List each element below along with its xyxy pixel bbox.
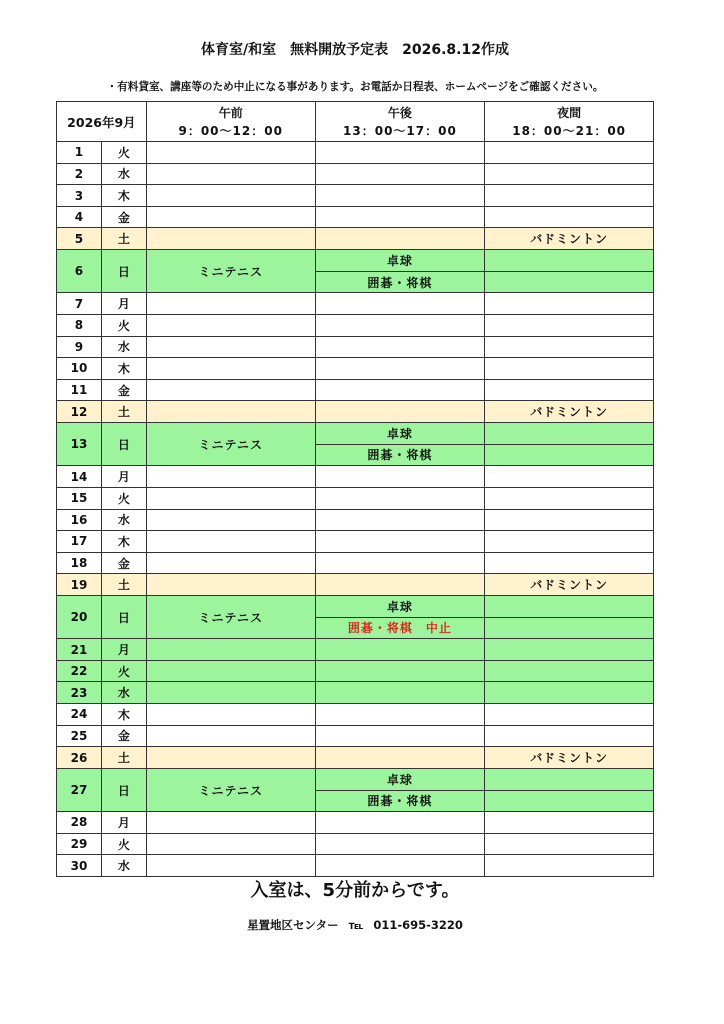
day-3-afternoon-slot	[316, 185, 486, 207]
day-12-afternoon-slot	[316, 401, 486, 423]
day-13-afternoon-slot-2: 囲碁・将棋	[316, 445, 486, 467]
day-9-evening-slot	[485, 337, 654, 359]
day-9-morning-slot	[147, 337, 316, 359]
day-18-evening-slot	[485, 553, 654, 575]
day-27-evening-slot-2	[485, 791, 654, 813]
day-4-afternoon-slot	[316, 207, 486, 229]
day-29-evening-slot	[485, 834, 654, 856]
day-5-weekday: 土	[102, 228, 147, 250]
day-24-date: 24	[57, 704, 102, 726]
day-10-evening-slot	[485, 358, 654, 380]
day-17-evening-slot	[485, 531, 654, 553]
day-10-weekday: 木	[102, 358, 147, 380]
day-25-morning-slot	[147, 726, 316, 748]
day-23-weekday: 水	[102, 682, 147, 704]
day-19-weekday: 土	[102, 574, 147, 596]
center-name: 星置地区センター	[247, 918, 339, 932]
day-10-morning-slot	[147, 358, 316, 380]
day-21-afternoon-slot	[316, 639, 486, 661]
day-24-afternoon-slot	[316, 704, 486, 726]
day-25-evening-slot	[485, 726, 654, 748]
day-18-weekday: 金	[102, 553, 147, 575]
day-18-morning-slot	[147, 553, 316, 575]
day-8-evening-slot	[485, 315, 654, 337]
day-23-morning-slot	[147, 682, 316, 704]
day-10-afternoon-slot	[316, 358, 486, 380]
day-12-evening-slot: バドミントン	[485, 401, 654, 423]
day-30-morning-slot	[147, 855, 316, 877]
day-9-weekday: 水	[102, 337, 147, 359]
evening-column-header	[485, 102, 654, 142]
day-2-date: 2	[57, 164, 102, 186]
day-12-date: 12	[57, 401, 102, 423]
day-16-afternoon-slot	[316, 510, 486, 532]
day-27-evening-slot-1	[485, 769, 654, 791]
day-28-afternoon-slot	[316, 812, 486, 834]
tel-label: ℡	[348, 918, 364, 932]
day-6-weekday: 日	[102, 250, 147, 293]
day-4-weekday: 金	[102, 207, 147, 229]
day-5-date: 5	[57, 228, 102, 250]
day-27-morning-slot: ミニテニス	[147, 769, 316, 812]
day-17-morning-slot	[147, 531, 316, 553]
day-22-afternoon-slot	[316, 661, 486, 683]
day-27-afternoon-slot-1: 卓球	[316, 769, 486, 791]
day-21-weekday: 月	[102, 639, 147, 661]
day-23-date: 23	[57, 682, 102, 704]
day-20-date: 20	[57, 596, 102, 639]
day-8-morning-slot	[147, 315, 316, 337]
afternoon-label: 午後	[387, 105, 412, 120]
day-22-evening-slot	[485, 661, 654, 683]
day-16-morning-slot	[147, 510, 316, 532]
day-18-date: 18	[57, 553, 102, 575]
day-6-date: 6	[57, 250, 102, 293]
day-2-afternoon-slot	[316, 164, 486, 186]
day-4-date: 4	[57, 207, 102, 229]
day-26-weekday: 土	[102, 747, 147, 769]
day-4-morning-slot	[147, 207, 316, 229]
day-29-morning-slot	[147, 834, 316, 856]
day-15-afternoon-slot	[316, 488, 486, 510]
day-27-afternoon-slot-2: 囲碁・将棋	[316, 791, 486, 813]
day-15-weekday: 火	[102, 488, 147, 510]
day-6-evening-slot-1	[485, 250, 654, 272]
day-16-weekday: 水	[102, 510, 147, 532]
day-26-evening-slot: バドミントン	[485, 747, 654, 769]
day-2-morning-slot	[147, 164, 316, 186]
day-27-date: 27	[57, 769, 102, 812]
day-9-afternoon-slot	[316, 337, 486, 359]
day-30-date: 30	[57, 855, 102, 877]
phone-number: 011-695-3220	[373, 918, 463, 932]
morning-column-header	[147, 102, 316, 142]
day-7-morning-slot	[147, 293, 316, 315]
day-13-evening-slot-2	[485, 445, 654, 467]
day-20-evening-slot-2	[485, 618, 654, 640]
document-title: 体育室/和室 無料開放予定表 2026.8.12作成	[201, 42, 509, 58]
day-19-evening-slot: バドミントン	[485, 574, 654, 596]
day-16-date: 16	[57, 510, 102, 532]
day-12-morning-slot	[147, 401, 316, 423]
day-28-date: 28	[57, 812, 102, 834]
day-4-evening-slot	[485, 207, 654, 229]
day-5-afternoon-slot	[316, 228, 486, 250]
day-2-evening-slot	[485, 164, 654, 186]
day-18-afternoon-slot	[316, 553, 486, 575]
day-14-morning-slot	[147, 466, 316, 488]
day-17-afternoon-slot	[316, 531, 486, 553]
day-14-afternoon-slot	[316, 466, 486, 488]
day-6-afternoon-slot-2: 囲碁・将棋	[316, 272, 486, 294]
day-30-evening-slot	[485, 855, 654, 877]
day-3-morning-slot	[147, 185, 316, 207]
day-6-evening-slot-2	[485, 272, 654, 294]
day-7-date: 7	[57, 293, 102, 315]
day-13-evening-slot-1	[485, 423, 654, 445]
day-14-evening-slot	[485, 466, 654, 488]
day-11-weekday: 金	[102, 380, 147, 402]
day-20-evening-slot-1	[485, 596, 654, 618]
day-21-morning-slot	[147, 639, 316, 661]
day-8-afternoon-slot	[316, 315, 486, 337]
afternoon-column-header	[316, 102, 486, 142]
day-1-date: 1	[57, 142, 102, 164]
morning-time-range: 9：00～12：00	[178, 123, 283, 138]
day-22-date: 22	[57, 661, 102, 683]
cancellation-note: ・有料貸室、講座等のため中止になる事があります。お電話か日程表、ホームページをご確認ください。	[106, 81, 604, 93]
day-11-morning-slot	[147, 380, 316, 402]
day-17-date: 17	[57, 531, 102, 553]
afternoon-time-range: 13：00～17：00	[343, 123, 457, 138]
day-5-evening-slot: バドミントン	[485, 228, 654, 250]
day-22-weekday: 火	[102, 661, 147, 683]
day-26-date: 26	[57, 747, 102, 769]
day-7-afternoon-slot	[316, 293, 486, 315]
day-22-morning-slot	[147, 661, 316, 683]
evening-label: 夜間	[557, 105, 582, 120]
day-5-morning-slot	[147, 228, 316, 250]
day-6-afternoon-slot-1: 卓球	[316, 250, 486, 272]
day-14-date: 14	[57, 466, 102, 488]
day-7-evening-slot	[485, 293, 654, 315]
day-11-evening-slot	[485, 380, 654, 402]
day-29-date: 29	[57, 834, 102, 856]
day-24-evening-slot	[485, 704, 654, 726]
day-8-date: 8	[57, 315, 102, 337]
day-24-weekday: 木	[102, 704, 147, 726]
day-2-weekday: 水	[102, 164, 147, 186]
contact-line	[56, 916, 654, 934]
day-8-weekday: 火	[102, 315, 147, 337]
evening-time-range: 18：00～21：00	[512, 123, 627, 138]
day-13-date: 13	[57, 423, 102, 466]
day-13-afternoon-slot-1: 卓球	[316, 423, 486, 445]
day-26-afternoon-slot	[316, 747, 486, 769]
day-23-afternoon-slot	[316, 682, 486, 704]
day-11-date: 11	[57, 380, 102, 402]
day-19-date: 19	[57, 574, 102, 596]
day-25-afternoon-slot	[316, 726, 486, 748]
day-15-morning-slot	[147, 488, 316, 510]
month-header: 2026年9月	[57, 102, 147, 142]
day-11-afternoon-slot	[316, 380, 486, 402]
day-27-weekday: 日	[102, 769, 147, 812]
day-13-weekday: 日	[102, 423, 147, 466]
day-20-weekday: 日	[102, 596, 147, 639]
day-15-date: 15	[57, 488, 102, 510]
day-28-weekday: 月	[102, 812, 147, 834]
day-9-date: 9	[57, 337, 102, 359]
day-29-weekday: 火	[102, 834, 147, 856]
day-16-evening-slot	[485, 510, 654, 532]
schedule-table	[56, 101, 654, 877]
day-1-afternoon-slot	[316, 142, 486, 164]
entry-notice: 入室は、5分前からです。	[250, 880, 460, 901]
day-3-weekday: 木	[102, 185, 147, 207]
day-20-afternoon-slot-1: 卓球	[316, 596, 486, 618]
day-3-date: 3	[57, 185, 102, 207]
day-1-evening-slot	[485, 142, 654, 164]
day-7-weekday: 月	[102, 293, 147, 315]
day-14-weekday: 月	[102, 466, 147, 488]
day-28-morning-slot	[147, 812, 316, 834]
day-26-morning-slot	[147, 747, 316, 769]
day-3-evening-slot	[485, 185, 654, 207]
day-19-morning-slot	[147, 574, 316, 596]
day-10-date: 10	[57, 358, 102, 380]
day-30-afternoon-slot	[316, 855, 486, 877]
day-21-date: 21	[57, 639, 102, 661]
day-20-morning-slot: ミニテニス	[147, 596, 316, 639]
day-1-weekday: 火	[102, 142, 147, 164]
day-17-weekday: 木	[102, 531, 147, 553]
day-25-date: 25	[57, 726, 102, 748]
day-24-morning-slot	[147, 704, 316, 726]
day-28-evening-slot	[485, 812, 654, 834]
day-29-afternoon-slot	[316, 834, 486, 856]
day-30-weekday: 水	[102, 855, 147, 877]
day-21-evening-slot	[485, 639, 654, 661]
morning-label: 午前	[218, 105, 243, 120]
day-12-weekday: 土	[102, 401, 147, 423]
day-25-weekday: 金	[102, 726, 147, 748]
day-13-morning-slot: ミニテニス	[147, 423, 316, 466]
day-1-morning-slot	[147, 142, 316, 164]
day-15-evening-slot	[485, 488, 654, 510]
day-19-afternoon-slot	[316, 574, 486, 596]
day-6-morning-slot: ミニテニス	[147, 250, 316, 293]
day-20-afternoon-slot-2: 囲碁・将棋 中止	[316, 618, 486, 640]
day-23-evening-slot	[485, 682, 654, 704]
